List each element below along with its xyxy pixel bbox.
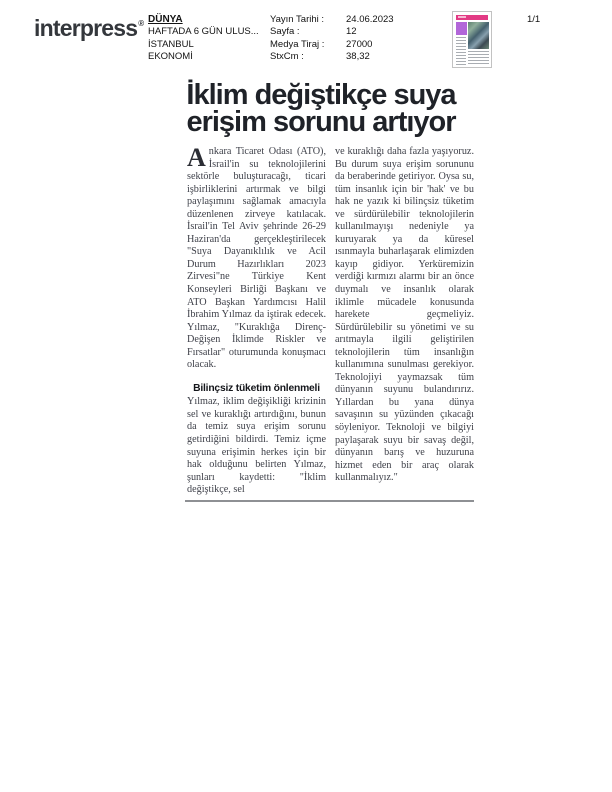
meta-value: 12 (346, 26, 357, 38)
meta-label: StxCm : (270, 50, 304, 62)
thumbnail-masthead (456, 15, 488, 20)
registered-mark-icon: ® (138, 19, 144, 28)
thumbnail-purple-block (456, 22, 467, 35)
meta-label: Medya Tiraj : (270, 38, 325, 50)
thumbnail-photo (468, 22, 489, 49)
clipping-meta (270, 14, 394, 63)
column-2-text: ve kuraklığı daha fazla yaşıyoruz. Bu durum suya erişim sorununu da beraberinde getiriyor. Oysa su, tüm insanlık için bir 'hak' ve bu hak ne yazık ki bilinçsiz tüketim ve sürdürülebilir teknolojilerin kullanılmayışı nedeniyle ya kuruyarak ya da küresel ısınmayla buharlaşarak elimizden kayıp gidiyor. Yerküremizin verdiği kırmızı alarmı bir an önce duymalı ve insanlık olarak iklimle mücadele konusunda harekete geçmeliyiz. Sürdürülebilir su yönetimi ve su arıtmayla ilgili geliştirilen teknolojilerin tüm insanlığın kullanımına sunulması gerekiyor. Teknolojiyi yaymazsak tüm dünyanın suyunu bulandırırız. Yıllardan bu yana dünya savaşının su yüzünden çıkacağı söyleniyor. Teknoloji ve bilgiyi paylaşarak suyu bir savaş değil, dünyanın barış ve huzuruna hizmet eden bir araç olarak kullanmalıyız." (335, 146, 474, 484)
article-subhead: Bilinçsiz tüketim önlenmeli (193, 382, 320, 394)
interpress-logo (34, 15, 143, 42)
meta-value: 27000 (346, 38, 373, 50)
article-headline (126, 79, 516, 138)
article-body (187, 143, 474, 497)
meta-label: Sayfa : (270, 26, 300, 38)
thumbnail-text-lines-bottom (468, 51, 489, 65)
publication-name: DÜNYA (148, 14, 183, 25)
publication-frequency: HAFTADA 6 GÜN ULUS... (148, 26, 259, 38)
article-column-2 (335, 146, 474, 497)
headline-line-2: erişim sorunu artıyor (186, 106, 456, 138)
page-indicator: 1/1 (527, 14, 541, 25)
article-column-1 (187, 143, 326, 497)
meta-label: Yayın Tarihi : (270, 14, 325, 25)
meta-value: 24.06.2023 (346, 14, 394, 25)
meta-row-publish-date (270, 14, 394, 26)
meta-row-page (270, 26, 394, 38)
lead-paragraph-text: nkara Ticaret Odası (ATO), İsrail'in su teknolojilerini sektörle buluşturacağı, ticari işbirliklerini artırmak ve bilgi paylaşımını sağlamak amacıyla düzenlenen zirveye katılacak. İsrail'in Tel Aviv şehrinde 26-29 Haziran'da gerçekleştirilecek "Suya Dayanıklılık ve Acil Durum Hazırlıkları 2023 Zirvesi"ne Türkiye Kent Konseyleri Birliği Başkanı ve ATO Başkan Yardımcısı Halil İbrahim Yılmaz da iştirak edecek. Yılmaz, "Kuraklığa Direnç-Değişen İklimde Riskler ve Fırsatlar" oturumunda konuşmacı olacak. (187, 146, 326, 371)
thumbnail-body (456, 21, 488, 66)
logo-text: interpress (34, 15, 138, 41)
article-end-rule (185, 500, 474, 502)
meta-row-circulation (270, 39, 394, 51)
second-paragraph: Yılmaz, iklim değişikliği krizinin sel ve kuraklığı artırdığını, bunun da temiz suya erişim sorunu getirdiğini bildirdi. Temiz içme suyuna erişimin herkes için bir hak olduğunu belirten Yılmaz, şunları kaydetti: "İklim değiştikçe, sel (187, 396, 326, 496)
publication-category: EKONOMİ (148, 50, 193, 62)
lead-paragraph (187, 143, 326, 372)
source-page-thumbnail (452, 11, 492, 68)
thumbnail-text-lines-left (456, 37, 466, 65)
drop-cap: A (187, 143, 206, 172)
meta-value: 38,32 (346, 50, 370, 62)
headline-line-1: İklim değiştikçe suya (186, 79, 456, 111)
meta-row-stxcm (270, 51, 394, 63)
publication-city: İSTANBUL (148, 38, 194, 50)
publication-info (148, 14, 259, 63)
